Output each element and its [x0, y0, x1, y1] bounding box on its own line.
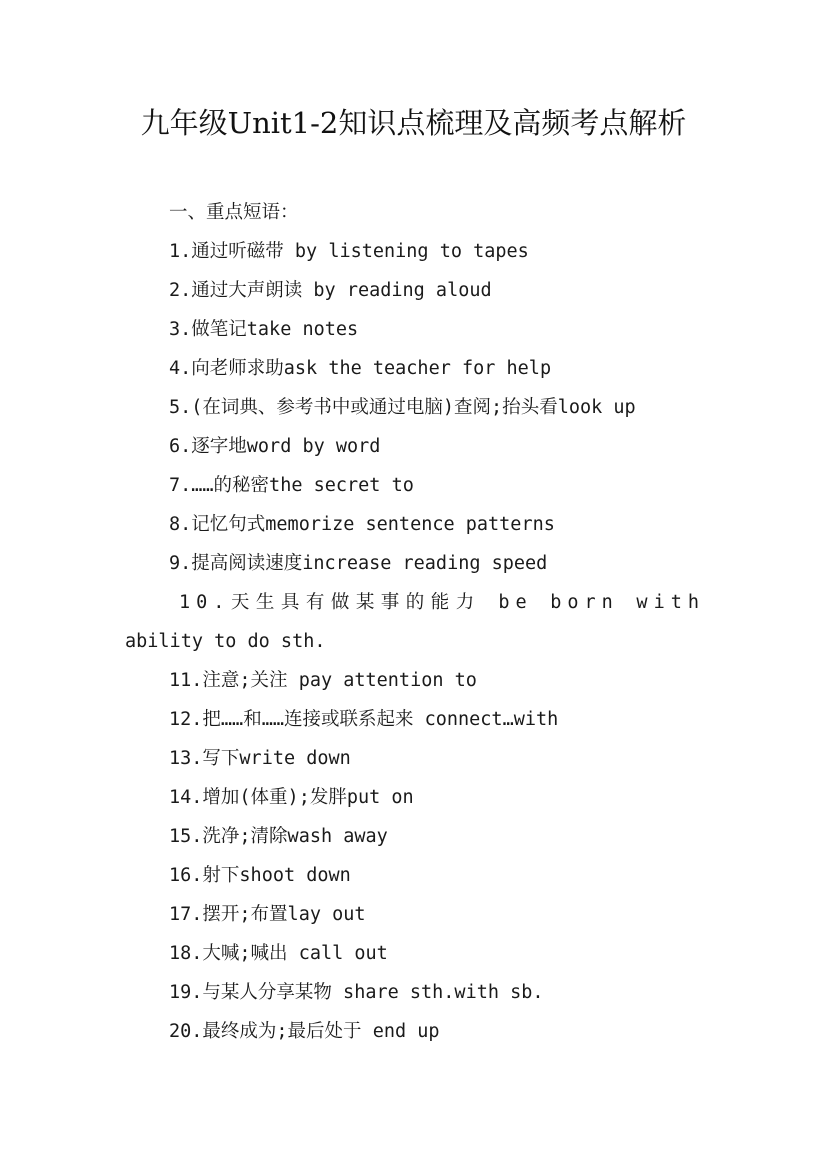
phrase-item: 14.增加(体重);发胖put on [169, 787, 414, 808]
phrase-item: 20.最终成为;最后处于 end up [169, 1021, 440, 1042]
phrase-item-continuation: ability to do sth. [125, 631, 326, 652]
phrase-item: 15.洗净;清除wash away [169, 826, 388, 847]
phrase-item: 13.写下write down [169, 748, 351, 769]
phrase-item: 2.通过大声朗读 by reading aloud [169, 280, 492, 301]
phrase-item: 8.记忆句式memorize sentence patterns [169, 514, 555, 535]
phrase-item: 6.逐字地word by word [169, 436, 381, 457]
phrase-item: 3.做笔记take notes [169, 319, 359, 340]
phrase-item: 5.(在词典、参考书中或通过电脑)查阅;抬头看look up [169, 397, 636, 418]
phrase-item: 10.天生具有做某事的能力 be born with [179, 592, 705, 613]
phrase-item: 1.通过听磁带 by listening to tapes [169, 241, 529, 262]
phrase-item: 19.与某人分享某物 share sth.with sb. [169, 982, 544, 1003]
phrase-item: 11.注意;关注 pay attention to [169, 670, 477, 691]
phrase-item: 7.……的秘密the secret to [169, 475, 414, 496]
phrase-item: 9.提高阅读速度increase reading speed [169, 553, 548, 574]
phrase-list [125, 193, 705, 1051]
phrase-item: 4.向老师求助ask the teacher for help [169, 358, 552, 379]
phrase-item: 12.把……和……连接或联系起来 connect…with [169, 709, 559, 730]
section-heading: 一、重点短语： [169, 202, 299, 223]
phrase-item: 16.射下shoot down [169, 865, 351, 886]
phrase-item: 17.摆开;布置lay out [169, 904, 366, 925]
document-title: 九年级Unit1-2知识点梳理及高频考点解析 [140, 106, 687, 140]
phrase-item: 18.大喊;喊出 call out [169, 943, 388, 964]
